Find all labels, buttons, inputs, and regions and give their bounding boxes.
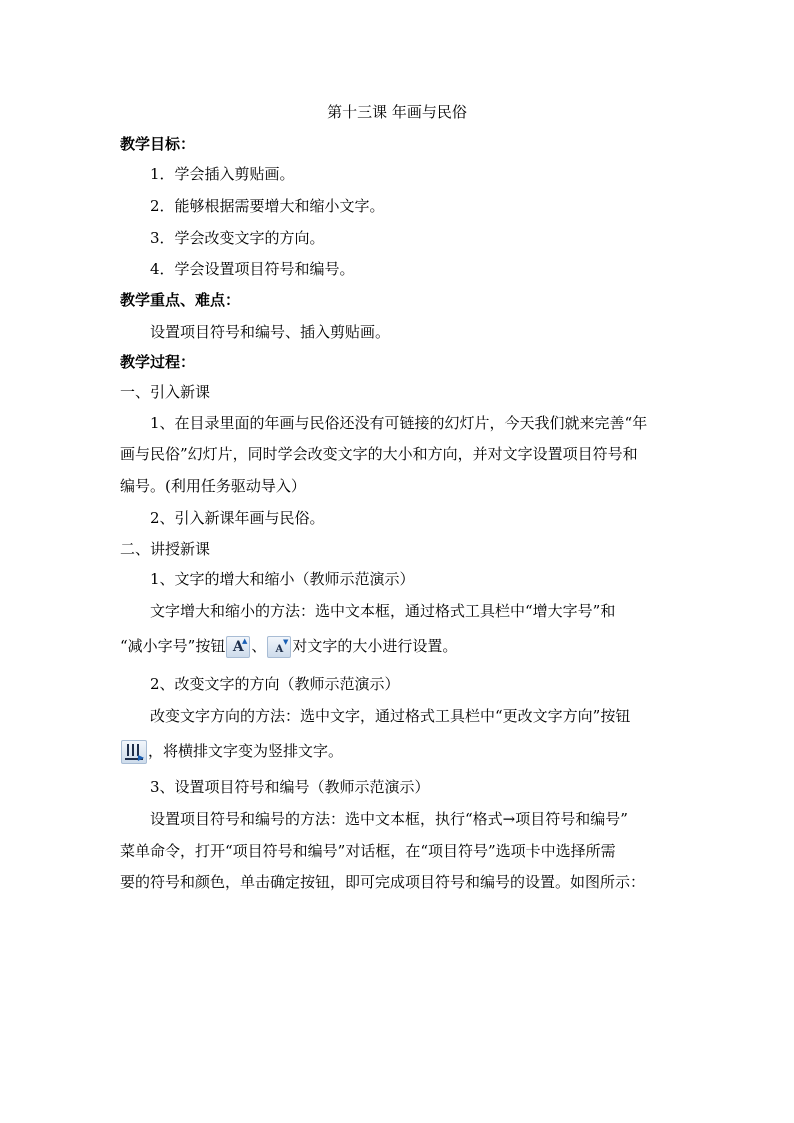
paragraph-line: 菜单命令，打开“项目符号和编号”对话框，在“项目符号”选项卡中选择所需	[120, 842, 616, 860]
paragraph-line-with-icon	[120, 740, 343, 764]
keypoints-heading: 教学重点、难点：	[120, 291, 241, 309]
subsection-title: 2、改变文字的方向（教师示范演示）	[150, 675, 400, 693]
objective-item: 1．学会插入剪贴画。	[150, 165, 295, 183]
paragraph-line: 编号。(利用任务驱动导入）	[120, 477, 306, 495]
shrink-arrow: ▼	[282, 638, 289, 646]
subsection-title: 3、设置项目符号和编号（教师示范演示）	[150, 778, 430, 796]
subsection-title: 1、文字的增大和缩小（教师示范演示）	[150, 570, 415, 588]
paragraph-line: 1、在目录里面的年画与民俗还没有可链接的幻灯片，今天我们就来完善“年	[150, 414, 648, 432]
paragraph-line: 文字增大和缩小的方法：选中文本框，通过格式工具栏中“增大字号”和	[150, 602, 616, 620]
direction-arrow: ▶	[137, 753, 144, 762]
text-segment: ，将横排文字变为竖排文字。	[148, 742, 344, 760]
shrink-font-icon	[267, 636, 291, 658]
text-direction-icon	[121, 740, 147, 764]
keypoints-text: 设置项目符号和编号、插入剪贴画。	[150, 323, 391, 341]
section-title: 一、引入新课	[120, 383, 211, 401]
page-title: 第十三课 年画与民俗	[327, 103, 467, 121]
text-segment: 对文字的大小进行设置。	[292, 637, 458, 655]
shrink-font-glyph: A	[275, 644, 284, 655]
process-heading: 教学过程：	[120, 353, 196, 371]
paragraph-line: 要的符号和颜色，单击确定按钮，即可完成项目符号和编号的设置。如图所示：	[120, 873, 646, 891]
text-segment: 、	[251, 637, 267, 655]
paragraph-line: 设置项目符号和编号的方法：选中文本框，执行“格式→项目符号和编号”	[150, 810, 628, 828]
grow-font-icon	[226, 636, 250, 658]
paragraph-line: 画与民俗”幻灯片，同时学会改变文字的大小和方向，并对文字设置项目符号和	[120, 445, 638, 463]
objectives-heading: 教学目标：	[120, 135, 196, 153]
text-segment: “减小字号”按钮	[120, 637, 226, 655]
paragraph-line: 改变文字方向的方法：选中文字，通过格式工具栏中“更改文字方向”按钮	[150, 707, 631, 725]
objective-item: 2．能够根据需要增大和缩小文字。	[150, 197, 385, 215]
grow-arrow: ▲	[241, 637, 248, 645]
objective-item: 3．学会改变文字的方向。	[150, 229, 325, 247]
objective-item: 4．学会设置项目符号和编号。	[150, 260, 355, 278]
grow-font-glyph: A	[232, 639, 244, 655]
paragraph-line-with-icons	[120, 636, 457, 658]
paragraph-line: 2、引入新课年画与民俗。	[150, 509, 325, 527]
section-title: 二、讲授新课	[120, 540, 211, 558]
